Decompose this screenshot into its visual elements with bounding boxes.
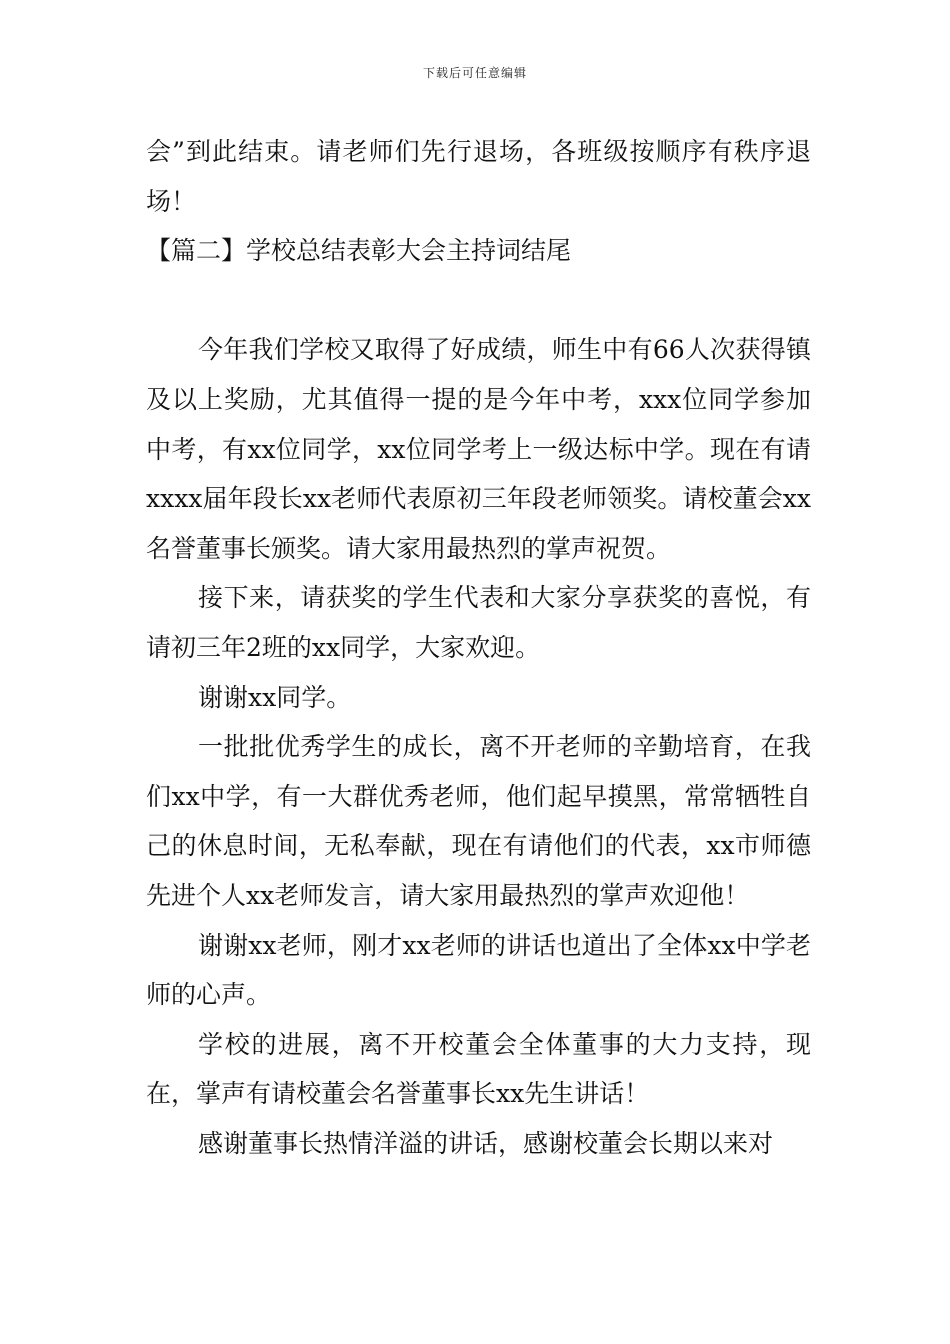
paragraph-thanks-teacher: 谢谢xx老师，刚才xx老师的讲话也道出了全体xx中学老师的心声。: [146, 930, 811, 1010]
page-header: 下载后可任意编辑: [422, 66, 527, 80]
paragraph-board: 学校的进展，离不开校董会全体董事的大力支持，现在，掌声有请校董会名誉董事长xx先生讲话！: [146, 1029, 811, 1109]
blank-line: [146, 276, 811, 326]
paragraph-closing: 会”到此结束。请老师们先行退场，各班级按顺序有秩序退场！: [146, 137, 811, 216]
paragraph-achievements: 今年我们学校又取得了好成绩，师生中有66人次获得镇及以上奖励，尤其值得一提的是今年中考，xxx位同学参加中考，有xx位同学，xx位同学考上一级达标中学。现在有请xxxx届年段长xx老师代表原初三年段老师领奖。请校董会xx名誉董事长颁奖。请大家用最热烈的掌声祝贺。: [146, 335, 811, 563]
paragraph-teachers: 一批批优秀学生的成长，离不开老师的辛勤培育，在我们xx中学，有一大群优秀老师，他们起早摸黑，常常牺牲自己的休息时间，无私奉献，现在有请他们的代表，xx市师德先进个人xx老师发言，请大家用最热烈的掌声欢迎他！: [146, 732, 811, 910]
paragraph-thanks-chairman: 感谢董事长热情洋溢的讲话，感谢校董会长期以来对: [198, 1128, 774, 1158]
document-body: [146, 127, 811, 1168]
section-heading: 【篇二】学校总结表彰大会主持词结尾: [146, 236, 572, 266]
paragraph-student-share: 接下来，请获奖的学生代表和大家分享获奖的喜悦，有请初三年2班的xx同学，大家欢迎。: [146, 583, 811, 662]
paragraph-thanks-student: 谢谢xx同学。: [198, 682, 352, 712]
